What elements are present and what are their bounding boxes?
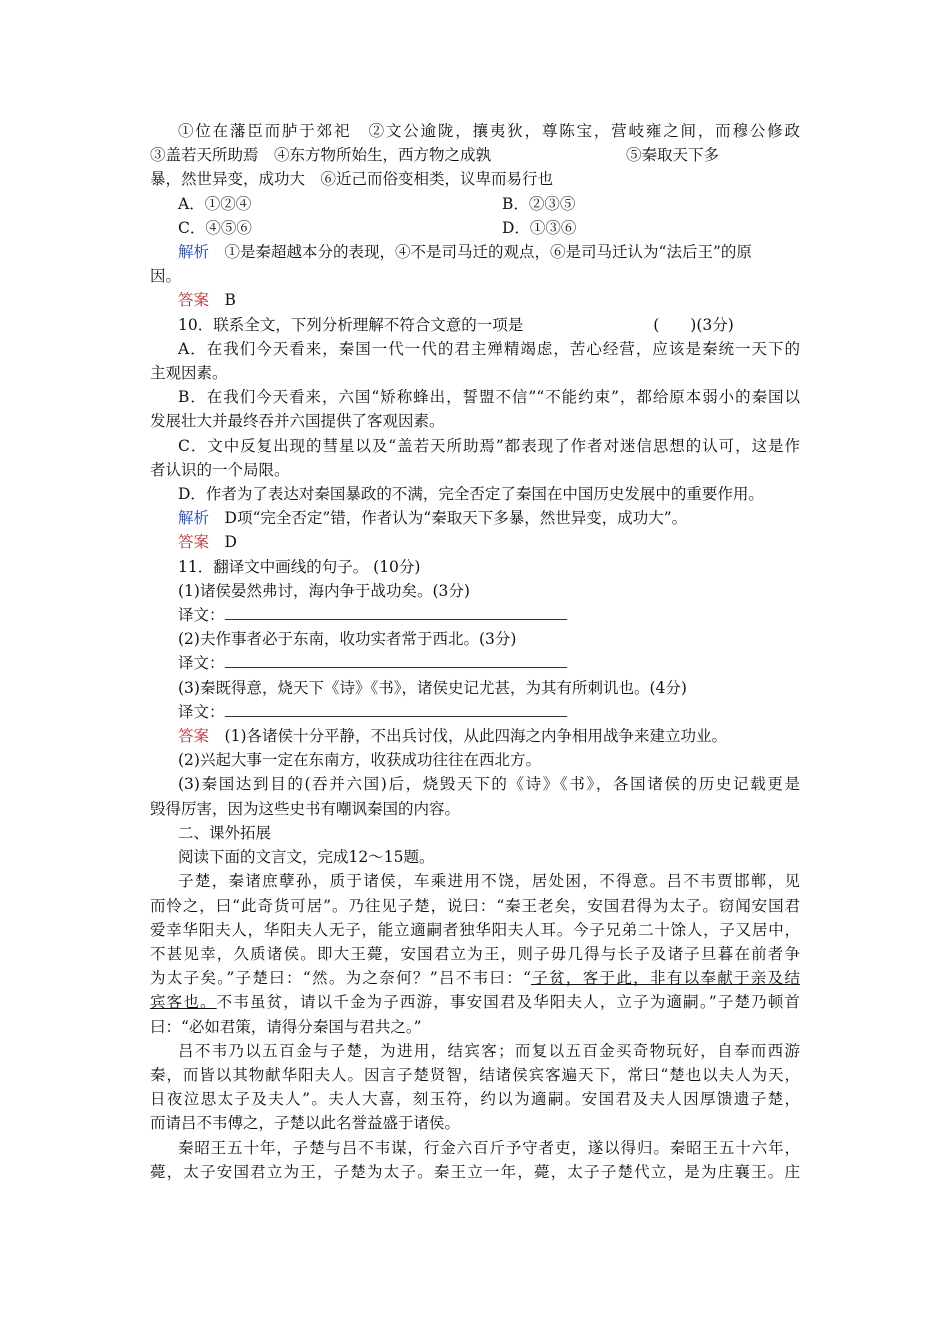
q10-score: ( )(3分)	[653, 315, 734, 334]
q10-option-c: C．文中反复出现的彗星以及“盖若天所助焉”都表现了作者对迷信思想的认可，这是作	[178, 436, 800, 455]
passage-line: 而请吕不韦傅之，子楚以此名誉益盛于诸侯。	[150, 1114, 461, 1133]
section-title: 二、课外拓展	[178, 823, 272, 842]
answer-label: 答案	[178, 291, 210, 310]
q9-analysis: 解析 ①是秦超越本分的表现，④不是司马迁的观点，⑥是司马迁认为“法后王”的原	[178, 243, 752, 262]
q11-answer-1: 答案 (1)各诸侯十分平静，不出兵讨伐，从此四海之内争相用战争来建立功业。	[178, 727, 727, 746]
option-d: D．①③⑥	[502, 218, 577, 237]
option-b: B．②③⑤	[502, 194, 576, 213]
q10-answer: 答案 D	[178, 533, 237, 552]
q11-translation-2: 译文：	[150, 651, 800, 675]
option-a: A．①②④	[178, 194, 252, 213]
q11-sentence-1: (1)诸侯晏然弗讨，海内争于战功矣。(3分)	[178, 581, 470, 600]
q10-option-b: B．在我们今天看来，六国“矫称蜂出，誓盟不信”“不能约束”，都给原本弱小的秦国以	[178, 388, 800, 407]
q11-answer-3: (3)秦国达到目的(吞并六国)后，烧毁天下的《诗》《书》，各国诸侯的历史记载更是	[178, 775, 800, 794]
passage-line: 为太子矣。”子楚曰：“然。为之奈何？”吕不韦曰：“子贫，客于此，非有以奉献于亲及结	[150, 969, 800, 988]
q10-analysis: 解析 D项“完全否定”错，作者认为“秦取天下多暴，然世异变，成功大”。	[178, 509, 688, 528]
q11-translation-3: 译文：	[150, 700, 800, 724]
q11-answer-3-cont: 毁得厉害，因为这些史书有嘲讽秦国的内容。	[150, 799, 461, 818]
passage-line: 秦昭王五十年，子楚与吕不韦谋，行金六百斤予守者吏，遂以得归。秦昭王五十六年，	[178, 1138, 800, 1157]
q9-options-cd	[150, 216, 800, 240]
translation-blank-1[interactable]	[225, 603, 567, 620]
q9-line-2	[150, 143, 800, 167]
q10-option-d: D．作者为了表达对秦国暴政的不满，完全否定了秦国在中国历史发展中的重要作用。	[178, 485, 764, 504]
passage-line: 吕不韦乃以五百金与子楚，为进用，结宾客；而复以五百金买奇物玩好，自奉而西游	[178, 1041, 800, 1060]
analysis-label: 解析	[178, 509, 210, 528]
q9-answer: 答案 B	[178, 291, 236, 310]
q9-option-5: ⑤秦取天下多	[626, 146, 720, 165]
q11-answer-2: (2)兴起大事一定在东南方，收获成功往往在西北方。	[178, 751, 541, 770]
passage-line: 薨，太子安国君立为王，子楚为太子。秦王立一年，薨，太子子楚代立，是为庄襄王。庄	[150, 1162, 800, 1181]
answer-label: 答案	[178, 727, 210, 746]
q11-sentence-3: (3)秦既得意，烧天下《诗》《书》，诸侯史记尤甚，为其有所刺讥也。(4分)	[178, 678, 687, 697]
passage-line: 子楚，秦诸庶孽孙，质于诸侯，车乘进用不饶，居处困，不得意。吕不韦贾邯郸，见	[178, 872, 800, 891]
q9-line-3: 暴，然世异变，成功大 ⑥近己而俗变相类，议卑而易行也	[150, 170, 554, 189]
passage-line: 宾客也。不韦虽贫，请以千金为子西游，事安国君及华阳夫人，立子为適嗣。”子楚乃顿首	[150, 993, 800, 1012]
translation-blank-3[interactable]	[225, 700, 567, 717]
q10-stem: 10．联系全文，下列分析理解不符合文意的一项是 ( )(3分)	[178, 315, 734, 334]
q10-option-a: A．在我们今天看来，秦国一代一代的君主殚精竭虑，苦心经营，应该是秦统一天下的	[178, 339, 800, 358]
q9-line-1: ①位在藩臣而胪于郊祀 ②文公逾陇，攘夷狄，尊陈宝，营岐雍之间，而穆公修政	[178, 122, 800, 140]
q11-stem: 11．翻译文中画线的句子。 (10分)	[178, 557, 421, 576]
q9-options-ab	[150, 192, 800, 216]
passage-line: 秦，而皆以其物献华阳夫人。因言子楚贤智，结诸侯宾客遍天下，常曰“楚也以夫人为天，	[150, 1065, 800, 1084]
underlined-sentence: 子贫，客于此，非有以奉献于亲及结	[530, 969, 800, 988]
passage-line: 日夜泣思太子及夫人”。夫人大喜，刻玉符，约以为適嗣。安国君及夫人因厚馈遗子楚，	[150, 1090, 800, 1109]
translation-blank-2[interactable]	[225, 651, 567, 668]
answer-label: 答案	[178, 533, 210, 552]
q9-analysis-cont: 因。	[150, 267, 182, 286]
section-intro: 阅读下面的文言文，完成12～15题。	[178, 848, 435, 867]
q11-sentence-2: (2)夫作事者必于东南，收功实者常于西北。(3分)	[178, 630, 517, 649]
passage-line: 曰：“必如君策，请得分秦国与君共之。”	[150, 1017, 422, 1036]
underlined-sentence: 宾客也。	[150, 993, 217, 1012]
passage-line: 而怜之，曰“此奇货可居”。乃往见子楚，说曰：“秦王老矣，安国君得为太子。窃闻安国君	[150, 896, 800, 915]
passage-line: 不甚见幸，久质诸侯。即大王薨，安国君立为王，则子毋几得与长子及诸子旦暮在前者争	[150, 944, 800, 963]
q11-translation-1: 译文：	[150, 603, 800, 627]
q10-option-a-cont: 主观因素。	[150, 364, 228, 383]
q9-option-3-4: ③盖若天所助焉 ④东方物所始生，西方物之成孰	[150, 146, 492, 165]
q10-option-c-cont: 者认识的一个局限。	[150, 460, 290, 479]
passage-line: 爱幸华阳夫人，华阳夫人无子，能立適嗣者独华阳夫人耳。今子兄弟二十馀人，子又居中，	[150, 920, 800, 939]
q10-option-b-cont: 发展壮大并最终吞并六国提供了客观因素。	[150, 412, 445, 431]
analysis-label: 解析	[178, 243, 210, 262]
option-c: C．④⑤⑥	[178, 218, 252, 237]
